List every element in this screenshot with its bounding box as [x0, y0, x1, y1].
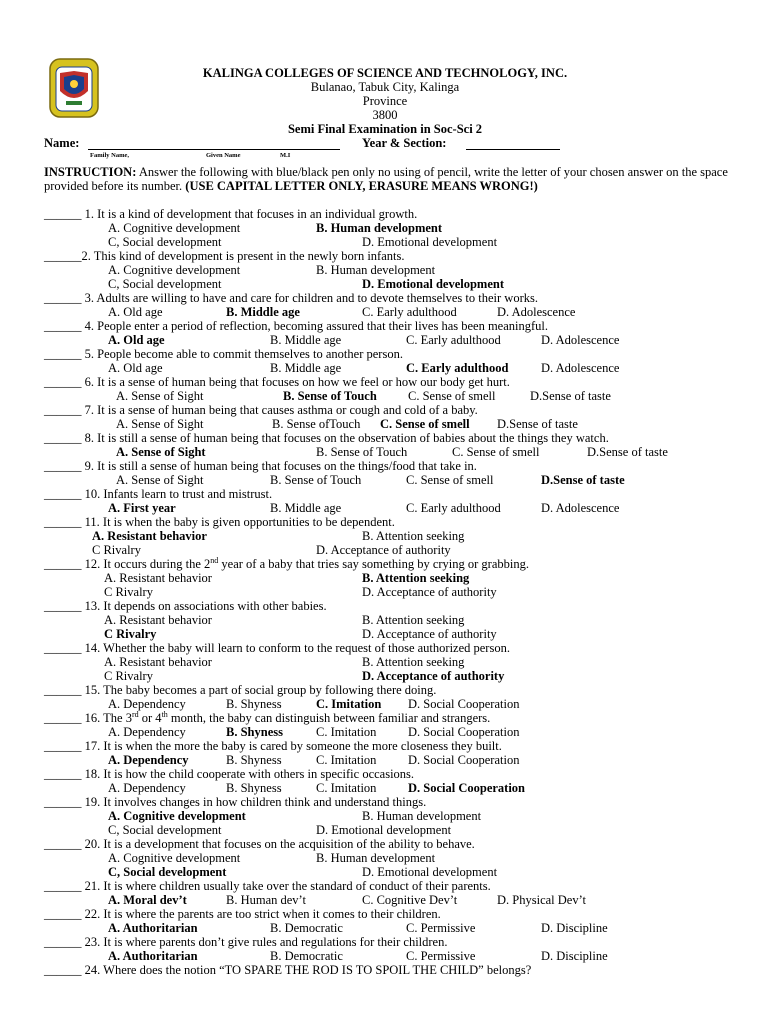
question-8-option: D.Sense of taste	[587, 445, 668, 459]
question-1-option: B. Human development	[316, 221, 443, 235]
question-5-option: B. Middle age	[270, 361, 342, 375]
question-21-option: B. Human dev’t	[226, 893, 306, 907]
question-6-option: D.Sense of taste	[530, 389, 611, 403]
question-7: ______ 7. It is a sense of human being that causes asthma or cough and cold of a baby.	[44, 403, 478, 417]
question-24: ______ 24. Where does the notion “TO SPARE THE ROD IS TO SPOIL THE CHILD” belongs?	[44, 963, 532, 977]
question-6-option: C. Sense of smell	[408, 389, 496, 403]
student-info-row	[44, 136, 744, 152]
question-16: ______ 16. The 3rd or 4th month, the baby can distinguish between familiar and strangers.	[44, 709, 491, 725]
question-20-option: C, Social development	[108, 865, 227, 879]
question-3-option: C. Early adulthood	[362, 305, 457, 319]
question-22-option: C. Permissive	[406, 921, 476, 935]
question-3-option: B. Middle age	[226, 305, 300, 319]
question-23: ______ 23. It is where parents don’t give rules and regulations for their children.	[44, 935, 448, 949]
question-13-option: D. Acceptance of authority	[362, 627, 497, 641]
question-21-option: C. Cognitive Dev’t	[362, 893, 458, 907]
question-18-option: D. Social Cooperation	[408, 781, 526, 795]
name-field[interactable]	[88, 149, 340, 150]
question-15-option: A. Dependency	[108, 697, 186, 711]
question-23-option: C. Permissive	[406, 949, 476, 963]
question-13: ______ 13. It depends on associations with other babies.	[44, 599, 327, 613]
instruction-emphasis: (USE CAPITAL LETTER ONLY, ERASURE MEANS WRONG!)	[185, 179, 538, 193]
question-10: ______ 10. Infants learn to trust and mistrust.	[44, 487, 273, 501]
question-16-option: A. Dependency	[108, 725, 186, 739]
question-3: ______ 3. Adults are willing to have and care for children and to devote themselves to their works.	[44, 291, 538, 305]
question-19-option: B. Human development	[362, 809, 482, 823]
given-name-caption: Given Name	[206, 152, 241, 159]
question-2-option: A. Cognitive development	[108, 263, 241, 277]
year-section-field[interactable]	[466, 149, 560, 150]
question-11-option: B. Attention seeking	[362, 529, 465, 543]
question-14-option: B. Attention seeking	[362, 655, 465, 669]
question-11-option: A. Resistant behavior	[92, 529, 207, 543]
question-14-option: C Rivalry	[104, 669, 153, 683]
question-20-option: B. Human development	[316, 851, 436, 865]
question-17-option: A. Dependency	[108, 753, 189, 767]
question-4-option: C. Early adulthood	[406, 333, 501, 347]
question-15-option: C. Imitation	[316, 697, 382, 711]
question-1: ______ 1. It is a kind of development that focuses in an individual growth.	[44, 207, 418, 221]
instruction-block	[44, 165, 734, 193]
question-12: ______ 12. It occurs during the 2nd year of a baby that tries say something by crying or grabbing.	[44, 555, 529, 571]
question-9-option: A. Sense of Sight	[116, 473, 204, 487]
question-4-option: D. Adolescence	[541, 333, 620, 347]
question-23-option: A. Authoritarian	[108, 949, 198, 963]
exam-title: Semi Final Examination in Soc-Sci 2	[287, 122, 483, 136]
question-4-option: B. Middle age	[270, 333, 342, 347]
question-14: ______ 14. Whether the baby will learn to conform to the request of those authorized person.	[44, 641, 510, 655]
question-22: ______ 22. It is where the parents are too strict when it comes to their children.	[44, 907, 441, 921]
year-section-label: Year & Section:	[362, 136, 447, 150]
question-12-option: C Rivalry	[104, 585, 153, 599]
question-8-option: B. Sense of Touch	[316, 445, 408, 459]
school-name: KALINGA COLLEGES OF SCIENCE AND TECHNOLOGY, INC.	[202, 66, 568, 80]
question-10-option: D. Adolescence	[541, 501, 620, 515]
question-7-option: D.Sense of taste	[497, 417, 578, 431]
question-22-option: B. Democratic	[270, 921, 343, 935]
question-14-option: A. Resistant behavior	[104, 655, 212, 669]
question-17-option: D. Social Cooperation	[408, 753, 520, 767]
question-2-option: B. Human development	[316, 263, 436, 277]
question-9-option: B. Sense of Touch	[270, 473, 362, 487]
question-5-option: D. Adolescence	[541, 361, 620, 375]
question-19-option: C, Social development	[108, 823, 222, 837]
question-2-option: C, Social development	[108, 277, 222, 291]
question-19-option: D. Emotional development	[316, 823, 452, 837]
question-9-option: C. Sense of smell	[406, 473, 494, 487]
question-10-option: C. Early adulthood	[406, 501, 501, 515]
question-16-option: B. Shyness	[226, 725, 283, 739]
question-4: ______ 4. People enter a period of reflection, becoming assured that their lives has been meaningful.	[44, 319, 549, 333]
question-15-option: B. Shyness	[226, 697, 282, 711]
question-13-option: B. Attention seeking	[362, 613, 465, 627]
question-8: ______ 8. It is still a sense of human being that focuses on the observation of babies about the things they watch.	[44, 431, 609, 445]
question-18-option: C. Imitation	[316, 781, 377, 795]
question-17: ______ 17. It is when the more the baby is cared by someone the more closeness they built.	[44, 739, 502, 753]
question-2-option: D. Emotional development	[362, 277, 505, 291]
school-seal-logo	[48, 57, 100, 119]
instruction-label: INSTRUCTION:	[44, 165, 137, 179]
question-4-option: A. Old age	[108, 333, 165, 347]
question-3-option: A. Old age	[108, 305, 163, 319]
question-7-option: C. Sense of smell	[380, 417, 470, 431]
question-20: ______ 20. It is a development that focuses on the acquisition of the ability to behave.	[44, 837, 475, 851]
question-11: ______ 11. It is when the baby is given opportunities to be dependent.	[44, 515, 395, 529]
family-name-caption: Family Name,	[90, 152, 129, 159]
question-8-option: C. Sense of smell	[452, 445, 540, 459]
question-8-option: A. Sense of Sight	[116, 445, 206, 459]
question-2: ______2. This kind of development is present in the newly born infants.	[44, 249, 405, 263]
question-15-option: D. Social Cooperation	[408, 697, 520, 711]
question-17-option: B. Shyness	[226, 753, 282, 767]
question-1-option: D. Emotional development	[362, 235, 498, 249]
question-16-option: D. Social Cooperation	[408, 725, 520, 739]
question-10-option: A. First year	[108, 501, 176, 515]
question-3-option: D. Adolescence	[497, 305, 576, 319]
question-9-option: D.Sense of taste	[541, 473, 625, 487]
question-21-option: D. Physical Dev’t	[497, 893, 586, 907]
question-12-option: A. Resistant behavior	[104, 571, 212, 585]
question-19-option: A. Cognitive development	[108, 809, 246, 823]
question-14-option: D. Acceptance of authority	[362, 669, 505, 683]
question-21: ______ 21. It is where children usually take over the standard of conduct of their parents.	[44, 879, 491, 893]
question-22-option: A. Authoritarian	[108, 921, 198, 935]
question-13-option: A. Resistant behavior	[104, 613, 212, 627]
school-address: Bulanao, Tabuk City, Kalinga	[310, 80, 460, 94]
question-18-option: B. Shyness	[226, 781, 282, 795]
question-12-option: D. Acceptance of authority	[362, 585, 497, 599]
question-20-option: A. Cognitive development	[108, 851, 241, 865]
question-12-option: B. Attention seeking	[362, 571, 470, 585]
question-11-option: C Rivalry	[92, 543, 141, 557]
question-17-option: C. Imitation	[316, 753, 377, 767]
question-13-option: C Rivalry	[104, 627, 157, 641]
question-16-option: C. Imitation	[316, 725, 377, 739]
question-6-option: B. Sense of Touch	[283, 389, 377, 403]
question-5: ______ 5. People become able to commit themselves to another person.	[44, 347, 403, 361]
question-22-option: D. Discipline	[541, 921, 608, 935]
question-7-option: A. Sense of Sight	[116, 417, 204, 431]
question-1-option: C, Social development	[108, 235, 222, 249]
question-6-option: A. Sense of Sight	[116, 389, 204, 403]
question-10-option: B. Middle age	[270, 501, 342, 515]
question-21-option: A. Moral dev’t	[108, 893, 187, 907]
name-label: Name:	[44, 136, 80, 150]
question-23-option: B. Democratic	[270, 949, 343, 963]
question-23-option: D. Discipline	[541, 949, 608, 963]
question-5-option: C. Early adulthood	[406, 361, 509, 375]
question-11-option: D. Acceptance of authority	[316, 543, 451, 557]
mi-caption: M.I	[280, 152, 291, 159]
question-18-option: A. Dependency	[108, 781, 186, 795]
instruction-text: Answer the following with blue/black pen only no using of pencil, write the letter of your chosen answer on the space provided before its number.	[44, 165, 728, 193]
question-20-option: D. Emotional development	[362, 865, 498, 879]
question-1-option: A. Cognitive development	[108, 221, 241, 235]
question-19: ______ 19. It involves changes in how children think and understand things.	[44, 795, 427, 809]
question-6: ______ 6. It is a sense of human being that focuses on how we feel or how our body get hurt.	[44, 375, 510, 389]
school-province: Province	[362, 94, 408, 108]
question-5-option: A. Old age	[108, 361, 163, 375]
question-9: ______ 9. It is still a sense of human being that focuses on the things/food that take in.	[44, 459, 477, 473]
school-zip: 3800	[372, 108, 398, 122]
question-7-option: B. Sense ofTouch	[272, 417, 361, 431]
question-18: ______ 18. It is how the child cooperate with others in specific occasions.	[44, 767, 415, 781]
question-15: ______ 15. The baby becomes a part of social group by following there doing.	[44, 683, 437, 697]
